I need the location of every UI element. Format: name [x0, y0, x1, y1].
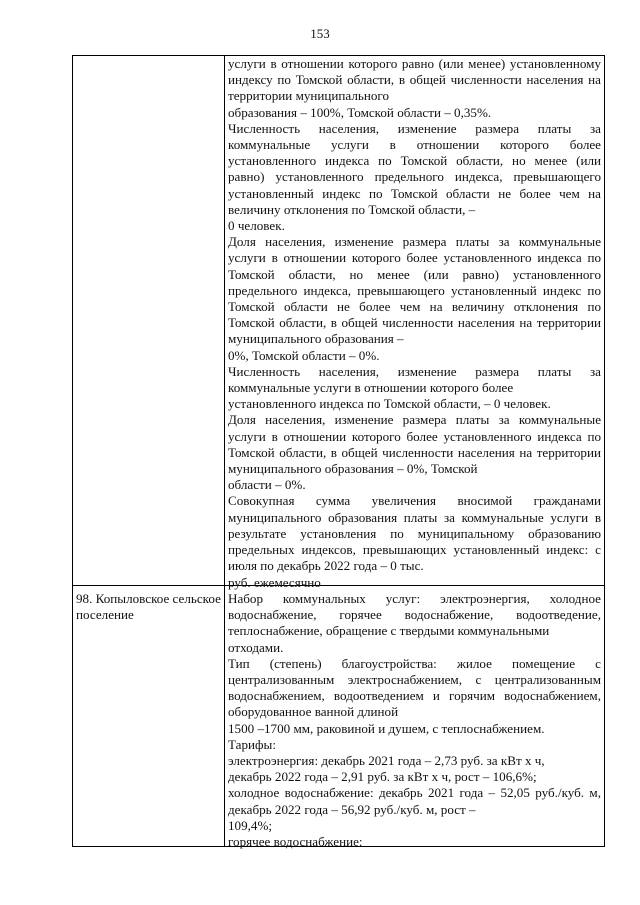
paragraph-last-line: образования – 100%, Томской области – 0,35%. [228, 104, 492, 120]
paragraph-text: Набор коммунальных услуг: электроэнергия, холодное водоснабжение, горячее водоснабжение, водоотведение, теплоснабжение, обращение с твердыми коммунальными [228, 591, 601, 639]
paragraph-last-line: руб. ежемесячно [228, 574, 321, 590]
paragraph [228, 785, 601, 834]
paragraph [228, 591, 601, 656]
paragraph-text: Тип (степень) благоустройства: жилое помещение с централизованным электроснабжением, с централизованным водоснабжением, водоотведением и горячим водоснабжением, оборудованное ванной длиной [228, 655, 601, 720]
paragraph [228, 234, 601, 364]
paragraph [228, 656, 601, 737]
municipality-cell: 98. Копыловское сельское поселение [76, 591, 221, 623]
paragraph-last-line: установленного индекса по Томской области, – 0 человек. [228, 396, 551, 412]
paragraph-last-line: 1500 –1700 мм, раковиной и душем, с теплоснабжением. [228, 720, 545, 736]
paragraph-last-line: отходами. [228, 639, 284, 655]
paragraph-text: Численность населения, изменение размера платы за коммунальные услуги в отношении которого более [228, 363, 601, 396]
paragraph [228, 56, 601, 121]
paragraph-last-line: Тарифы: [228, 736, 276, 752]
paragraph [228, 834, 601, 850]
paragraph-last-line: области – 0%. [228, 477, 306, 493]
paragraph-last-line: 0%, Томской области – 0%. [228, 347, 380, 363]
table [72, 55, 605, 850]
page-number: 153 [310, 26, 330, 41]
paragraph-text: Доля населения, изменение размера платы за коммунальные услуги в отношении которого более установленного индекса по Томской области, но менее (или равно) установленного предельного индекса, превышающего установленный индекс по Томской области не более чем на величину отклонения по Томской области, в общей численности населения на территории муниципального образования – [228, 234, 601, 347]
paragraph-text: Численность населения, изменение размера платы за коммунальные услуги в отношении которого более установленного индекса по Томской области, но менее (или равно) установленного предельного индекса, превышающего установленный индекс по Томской области не более чем на величину отклонения по Томской области, – [228, 120, 601, 217]
column-divider [224, 56, 225, 846]
description-cell [228, 591, 601, 850]
paragraph [228, 412, 601, 493]
paragraph-text: электроэнергия: декабрь 2021 года – 2,73 руб. за кВт х ч, [228, 753, 545, 769]
paragraph [228, 364, 601, 413]
paragraph [228, 121, 601, 234]
paragraph-text: услуги в отношении которого равно (или менее) установленному индексу по Томской области, в общей численности населения на территории муниципального [228, 56, 601, 104]
paragraph-last-line: 109,4%; [228, 817, 273, 833]
paragraph-text: холодное водоснабжение: декабрь 2021 года – 52,05 руб./куб. м, декабрь 2022 года – 56,92 руб./куб. м, рост – [228, 785, 601, 817]
description-cell [228, 56, 601, 591]
paragraph [228, 753, 601, 785]
paragraph-last-line: 0 человек. [228, 218, 285, 234]
paragraph [228, 737, 601, 753]
paragraph [228, 493, 601, 590]
paragraph-last-line: декабрь 2022 года – 2,91 руб. за кВт х ч, рост – 106,6%; [228, 769, 537, 785]
paragraph-last-line: горячее водоснабжение: [228, 834, 363, 850]
paragraph-text: Доля населения, изменение размера платы за коммунальные услуги в отношении которого более установленного индекса по Томской области, в общей численности населения на территории муниципального образования – 0%, Томской [228, 412, 601, 477]
paragraph-text: Совокупная сумма увеличения вносимой гражданами муниципального образования платы за коммунальные услуги в результате установления по муниципальному образованию предельных индексов, превышающих установленный индекс: с июля по декабрь 2022 года – 0 тыс. [228, 493, 601, 574]
